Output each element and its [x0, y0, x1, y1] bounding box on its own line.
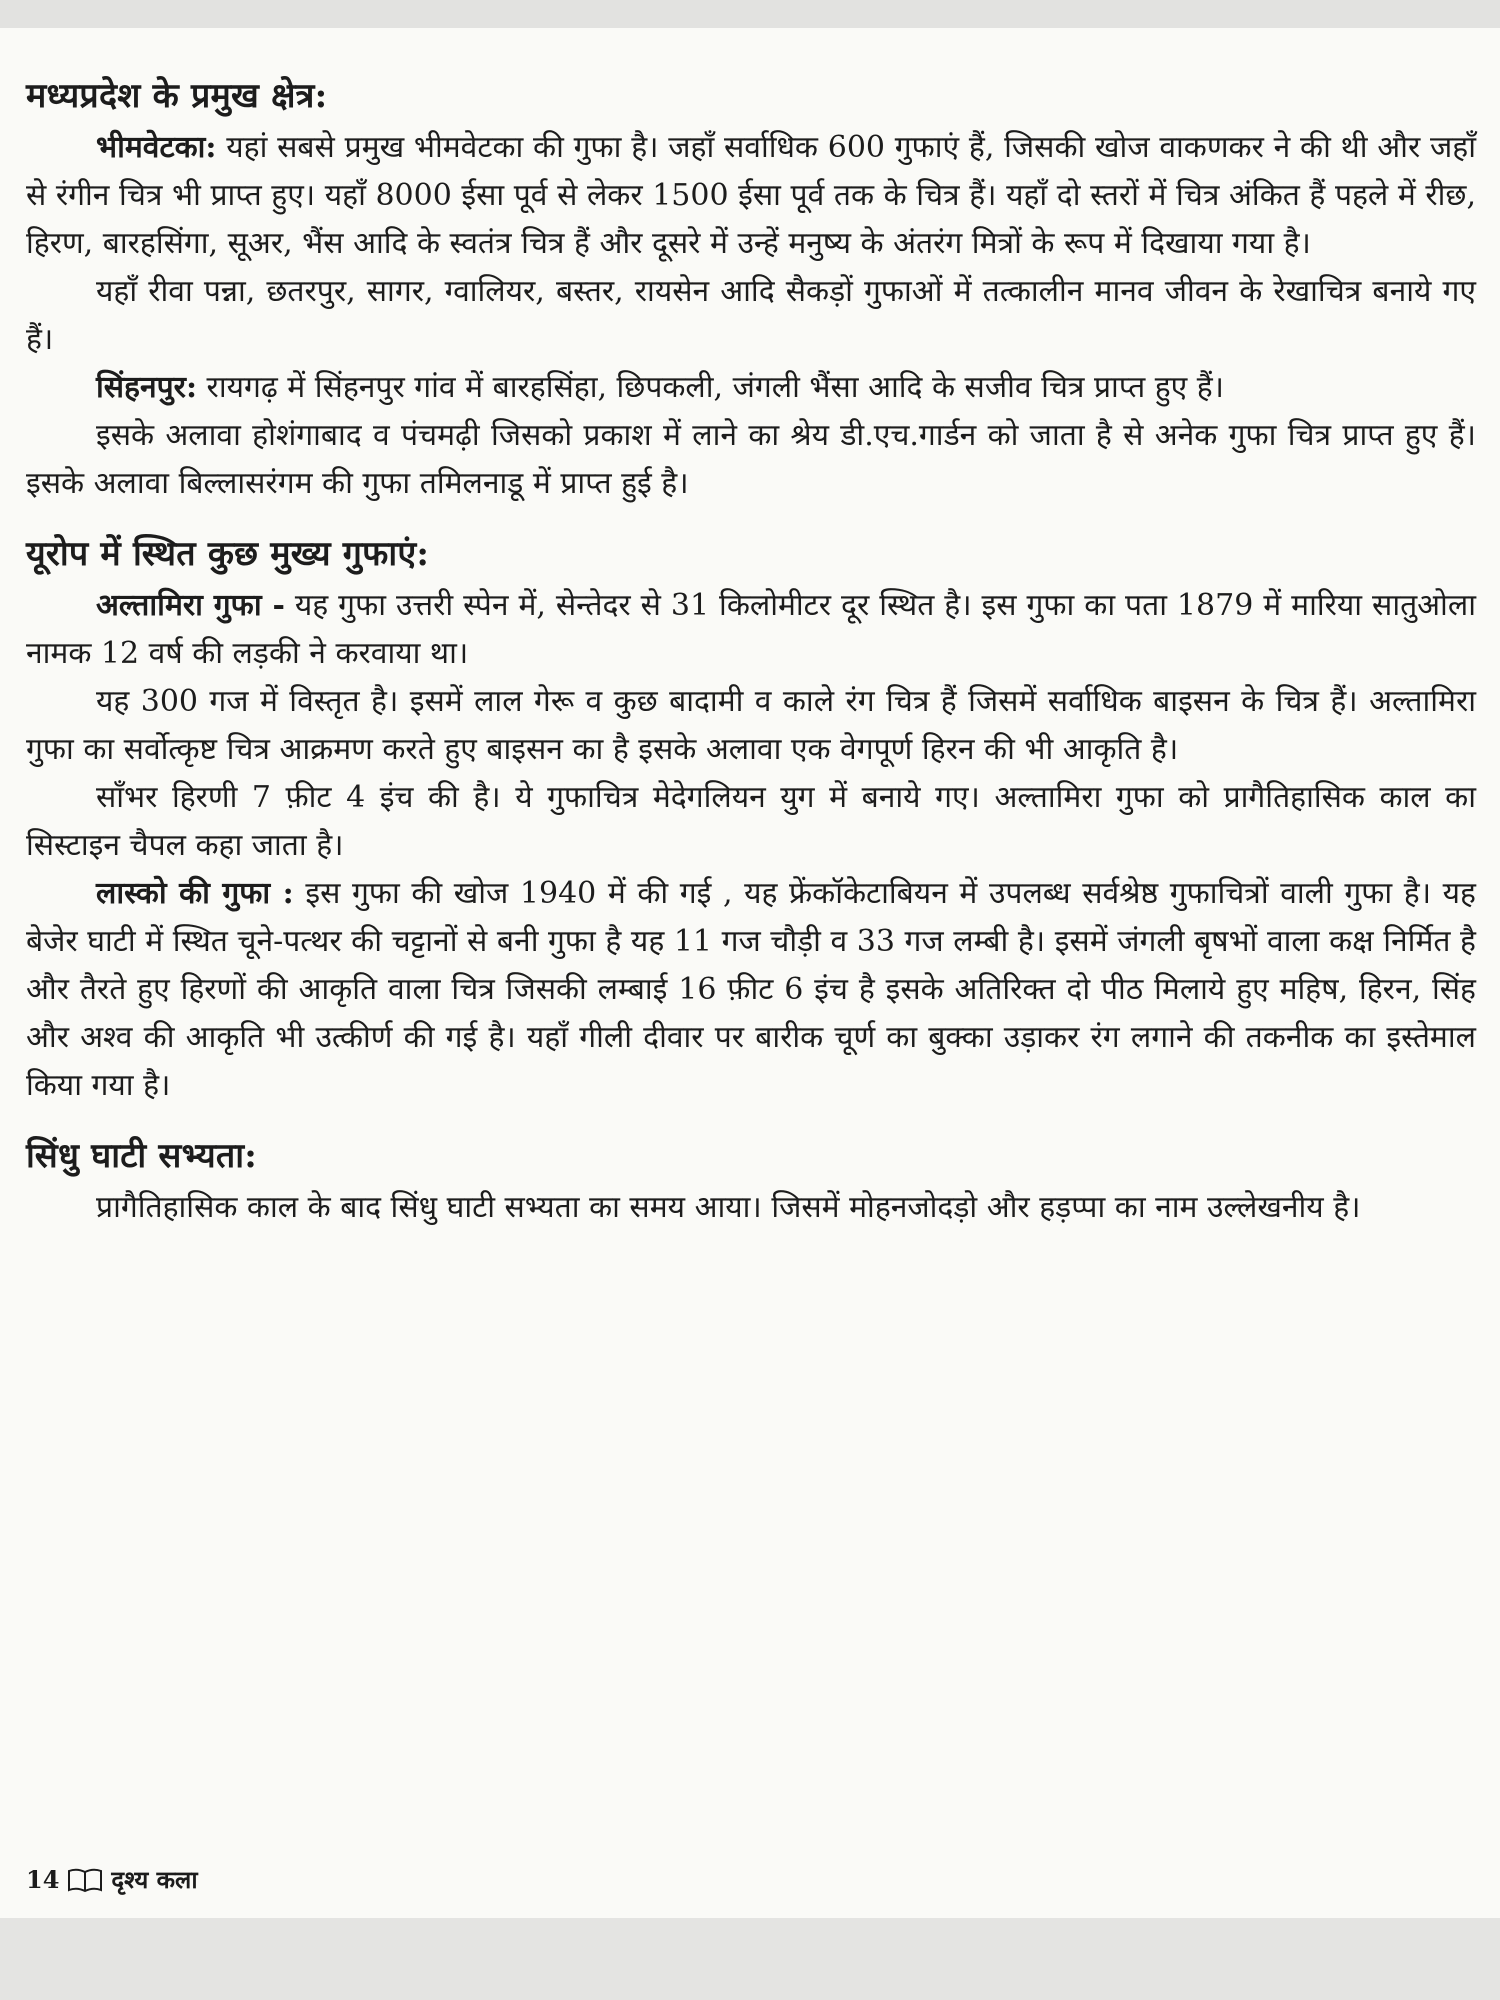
paragraph-bhimbetka: भीमवेटका: यहां सबसे प्रमुख भीमवेटका की गुफा है। जहाँ सर्वाधिक 600 गुफाएं हैं, जिसकी खोज वाकणकर ने की थी और जहाँ से रंगीन चित्र भी प्राप्त हुए। यहाँ 8000 ईसा पूर्व से लेकर 1500 ईसा पूर्व तक के चित्र हैं। यहाँ दो स्तरों में चित्र अंकित हैं पहले में रीछ, हिरण, बारहसिंगा, सूअर, भैंस आदि के स्वतंत्र चित्र हैं और दूसरे में उन्हें मनुष्य के अंतरंग मित्रों के रूप में दिखाया गया है। [26, 130, 1476, 261]
paragraph-singhanpur: सिंहनपुर: रायगढ़ में सिंहनपुर गांव में बारहसिंहा, छिपकली, जंगली भैंसा आदि के सजीव चित्र प्राप्त हुए हैं। [96, 370, 1225, 405]
open-book-icon [67, 1867, 103, 1893]
section-heading-indus-valley: सिंधु घाटी सभ्यता: [26, 1136, 258, 1176]
paragraph-hoshangabad: इसके अलावा होशंगाबाद व पंचमढ़ी जिसको प्रकाश में लाने का श्रेय डी.एच.गार्डन को जाता है से अनेक गुफा चित्र प्राप्त हुए हैं। इसके अलावा बिल्लासरंगम की गुफा तमिलनाडू में प्राप्त हुई है। [26, 418, 1476, 501]
paragraph-lascaux: लास्को की गुफा : इस गुफा की खोज 1940 में की गई , यह फ्रेंकॉकेटाबियन में उपलब्ध सर्वश्रेष्ठ गुफाचित्रों वाली गुफा है। यह बेजेर घाटी में स्थित चूने-पत्थर की चट्टानों से बनी गुफा है यह 11 गज चौड़ी व 33 गज लम्बी है। इसमें जंगली बृषभों वाला कक्ष निर्मित है और तैरते हुए हिरणों की आकृति वाला चित्र जिसकी लम्बाई 16 फ़ीट 6 इंच है इसके अतिरिक्त दो पीठ मिलाये हुए महिष, हिरन, सिंह और अश्व की आकृति भी उत्कीर्ण की गई है। यहाँ गीली दीवार पर बारीक चूर्ण का बुक्का उड़ाकर रंग लगाने की तकनीक का इस्तेमाल किया गया है। [26, 876, 1476, 1103]
paragraph-indus-valley: प्रागैतिहासिक काल के बाद सिंधु घाटी सभ्यता का समय आया। जिसमें मोहनजोदड़ो और हड़प्पा का नाम उल्लेखनीय है। [96, 1190, 1361, 1225]
document-page [0, 28, 1500, 1918]
term-singhanpur: सिंहनपुर: [96, 370, 198, 405]
paragraph-altamira-deer: साँभर हिरणी 7 फ़ीट 4 इंच की है। ये गुफाचित्र मेदेगलियन युग में बनाये गए। अल्तामिरा गुफा को प्रागैतिहासिक काल का सिस्टाइन चैपल कहा जाता है। [26, 780, 1476, 863]
term-bhimbetka: भीमवेटका: [96, 130, 217, 165]
page-content [26, 68, 1476, 1232]
bottom-margin [0, 1918, 1500, 2000]
book-title: दृश्य कला [111, 1865, 198, 1894]
paragraph-altamira-details: यह 300 गज में विस्तृत है। इसमें लाल गेरू व कुछ बादामी व काले रंग चित्र हैं जिसमें सर्वाधिक बाइसन के चित्र हैं। अल्तामिरा गुफा का सर्वोत्कृष्ट चित्र आक्रमण करते हुए बाइसन का है इसके अलावा एक वेगपूर्ण हिरन की भी आकृति है। [26, 684, 1476, 767]
page-footer [26, 1863, 198, 1896]
term-lascaux: लास्को की गुफा : [96, 876, 294, 911]
top-margin [0, 0, 1500, 28]
paragraph-altamira: अल्तामिरा गुफा - यह गुफा उत्तरी स्पेन में, सेन्तेदर से 31 किलोमीटर दूर स्थित है। इस गुफा का पता 1879 में मारिया सातुओला नामक 12 वर्ष की लड़की ने करवाया था। [26, 588, 1476, 671]
section-heading-europe-caves: यूरोप में स्थित कुछ मुख्य गुफाएं: [26, 534, 430, 574]
page-number: 14 [26, 1865, 60, 1894]
paragraph-rewa-caves: यहाँ रीवा पन्ना, छतरपुर, सागर, ग्वालियर, बस्तर, रायसेन आदि सैकड़ों गुफाओं में तत्कालीन मानव जीवन के रेखाचित्र बनाये गए हैं। [26, 274, 1476, 357]
term-altamira: अल्तामिरा गुफा - [96, 588, 285, 623]
section-heading-madhya-pradesh: मध्यप्रदेश के प्रमुख क्षेत्र: [26, 76, 328, 116]
